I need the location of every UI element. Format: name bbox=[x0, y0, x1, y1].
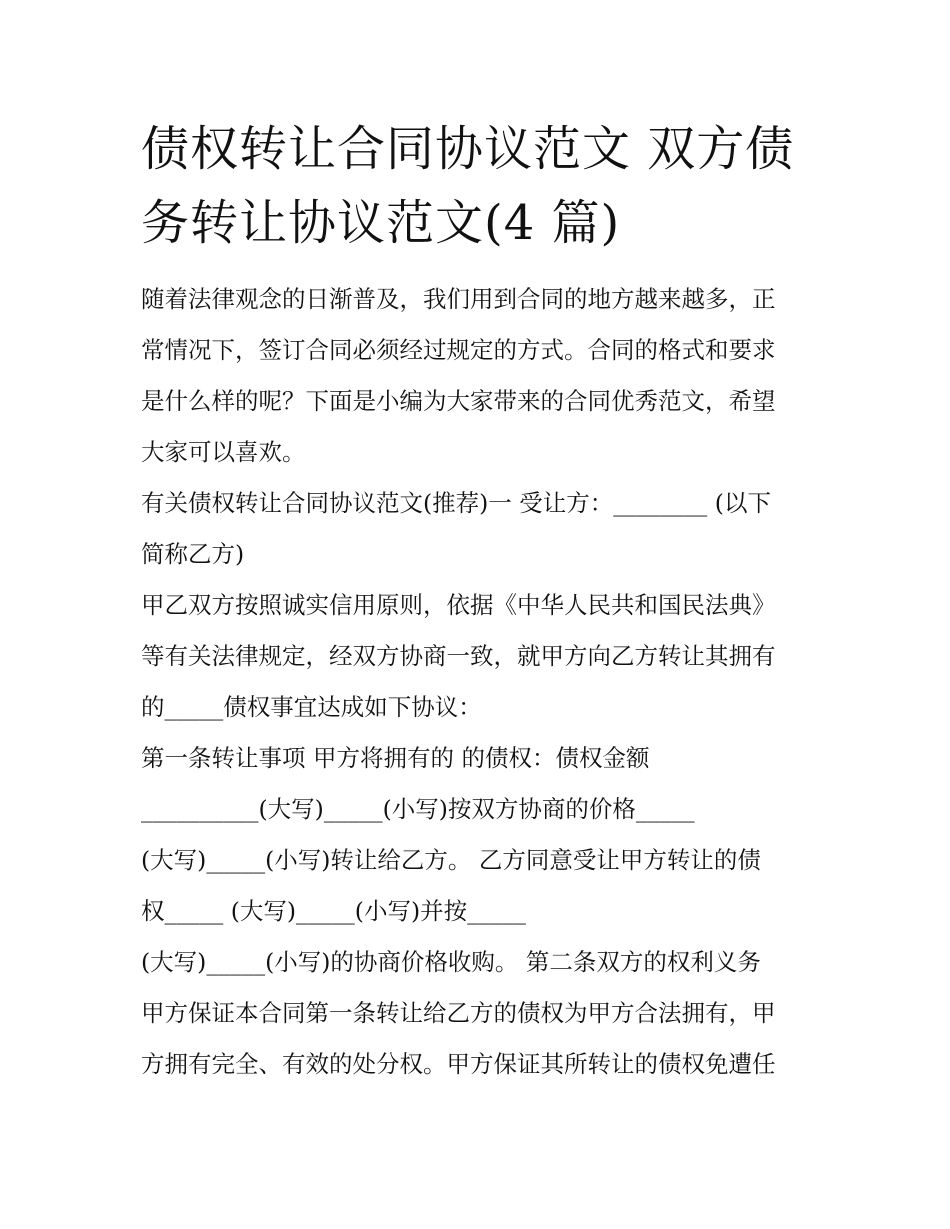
body-line: 方拥有完全、有效的处分权。甲方保证其所转让的债权免遭任 bbox=[141, 1050, 776, 1078]
body-line: (大写)_____(小写)的协商价格收购。 第二条双方的权利义务 bbox=[141, 948, 761, 976]
body-line: 有关债权转让合同协议范文(推荐)一 受让方：________ (以下 bbox=[141, 489, 771, 517]
body-line: 大家可以喜欢。 bbox=[141, 438, 306, 466]
title-line: 务转让协议范文(4 篇) bbox=[141, 195, 621, 251]
body-line: 简称乙方) bbox=[141, 540, 245, 568]
body-line: 权_____ (大写)_____(小写)并按_____ bbox=[141, 897, 526, 925]
title-line: 债权转让合同协议范文 双方债 bbox=[141, 121, 795, 177]
document-title bbox=[141, 112, 813, 260]
document-page bbox=[141, 112, 813, 1090]
body-line: 随着法律观念的日渐普及，我们用到合同的地方越来越多，正 bbox=[141, 285, 776, 313]
body-line: 的_____债权事宜达成如下协议： bbox=[141, 693, 482, 721]
body-line: 常情况下，签订合同必须经过规定的方式。合同的格式和要求 bbox=[141, 336, 776, 364]
body-line: 等有关法律规定，经双方协商一致，就甲方向乙方转让其拥有 bbox=[141, 642, 776, 670]
body-line: 甲乙双方按照诚实信用原则，依据《中华人民共和国民法典》 bbox=[141, 591, 776, 619]
body-line: 是什么样的呢？下面是小编为大家带来的合同优秀范文，希望 bbox=[141, 387, 776, 415]
body-line: __________(大写)_____(小写)按双方协商的价格_____ bbox=[141, 795, 695, 823]
body-line: 甲方保证本合同第一条转让给乙方的债权为甲方合法拥有，甲 bbox=[141, 999, 776, 1027]
body-line: (大写)_____(小写)转让给乙方。 乙方同意受让甲方转让的债 bbox=[141, 846, 761, 874]
body-line: 第一条转让事项 甲方将拥有的 的债权：债权金额 bbox=[141, 744, 650, 772]
document-body bbox=[141, 274, 813, 1090]
